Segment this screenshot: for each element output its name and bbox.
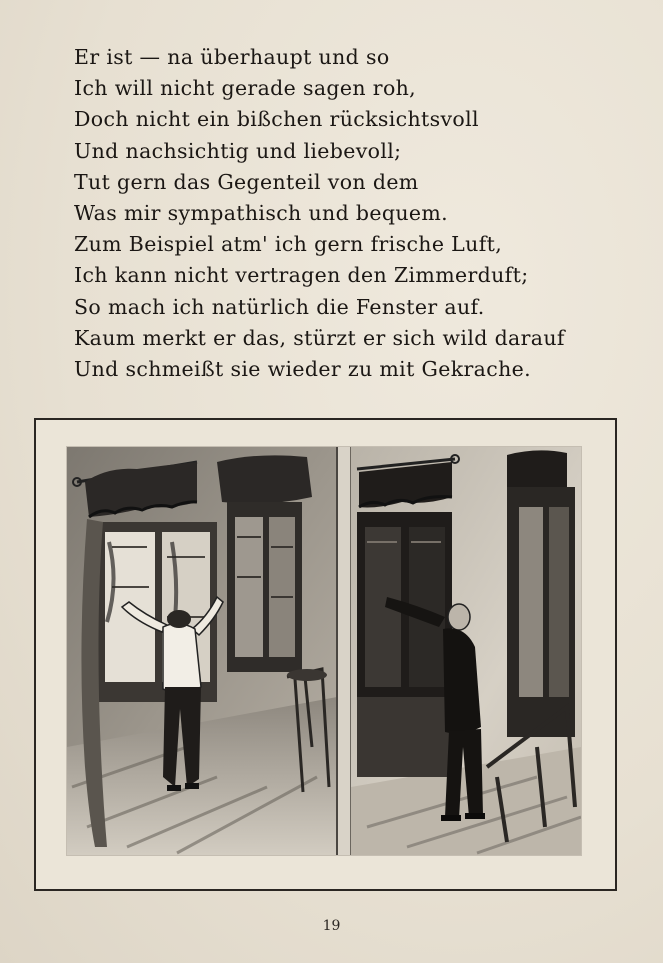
poem-line: Tut gern das Gegenteil von dem bbox=[74, 169, 419, 194]
poem-line: Ich kann nicht vertragen den Zimmerduft; bbox=[74, 263, 529, 288]
poem-line: Und nachsichtig und liebevoll; bbox=[74, 138, 402, 163]
poem-line: Ich will nicht gerade sagen roh, bbox=[74, 76, 417, 101]
poem-line: Zum Beispiel atm' ich gern frische Luft, bbox=[74, 232, 503, 257]
poem-stanza bbox=[74, 42, 594, 385]
left-panel-scene bbox=[67, 447, 337, 855]
ink-illustration bbox=[67, 447, 581, 855]
poem-line: Kaum merkt er das, stürzt er sich wild darauf bbox=[74, 325, 565, 350]
poem-line: Doch nicht ein bißchen rücksichtsvoll bbox=[74, 107, 479, 132]
poem-line: Und schmeißt sie wieder zu mit Gekrache. bbox=[74, 357, 531, 382]
poem-line: Er ist — na überhaupt und so bbox=[74, 45, 390, 69]
poem-line: Was mir sympathisch und bequem. bbox=[74, 201, 449, 226]
right-panel-scene bbox=[351, 447, 581, 855]
page-number: 19 bbox=[322, 918, 341, 934]
poem-line: So mach ich natürlich die Fenster auf. bbox=[74, 294, 485, 319]
